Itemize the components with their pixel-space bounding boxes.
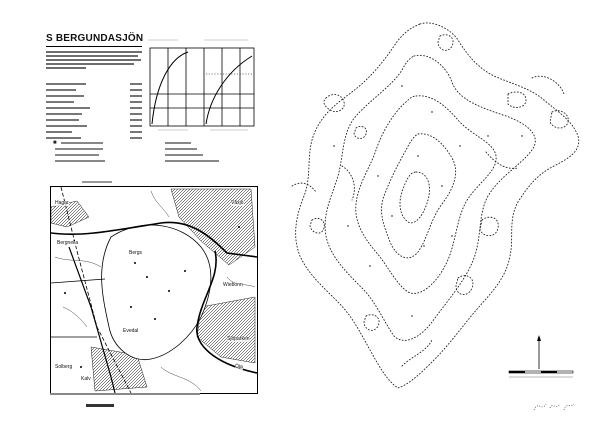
depth-area-graph <box>148 36 260 132</box>
place-label: Sjöparken <box>227 336 250 342</box>
place-label: Bergnella <box>57 240 79 246</box>
place-label: Kalv <box>81 376 91 382</box>
lake-outline-inset <box>102 225 211 360</box>
place-label: Öja <box>235 364 243 370</box>
inset-map-drawing <box>51 187 257 393</box>
lake-statistics-table <box>46 82 142 142</box>
place-label: Solberg <box>55 364 73 370</box>
shoreline <box>296 23 579 388</box>
page-title: S BERGUNDASJÖN <box>46 33 144 44</box>
place-label: Evedal <box>123 328 139 334</box>
volume-curve <box>206 56 252 124</box>
place-label: Växjö <box>231 200 244 206</box>
area-curve <box>152 52 188 124</box>
title-underline <box>46 46 142 47</box>
signature-mark <box>532 398 576 414</box>
publisher-mark <box>86 404 114 407</box>
inset-map-caption <box>50 393 200 395</box>
description-text-block <box>46 51 142 71</box>
inset-map-heading <box>82 181 112 183</box>
map-legend <box>53 140 263 170</box>
place-label: Wiebonn <box>223 282 243 288</box>
legend-symbol-icon: ■ <box>53 140 57 146</box>
place-label: Hagar <box>55 200 69 206</box>
place-label: Bergs <box>129 250 143 256</box>
inset-location-map <box>50 186 258 394</box>
scale-bar <box>505 335 577 383</box>
